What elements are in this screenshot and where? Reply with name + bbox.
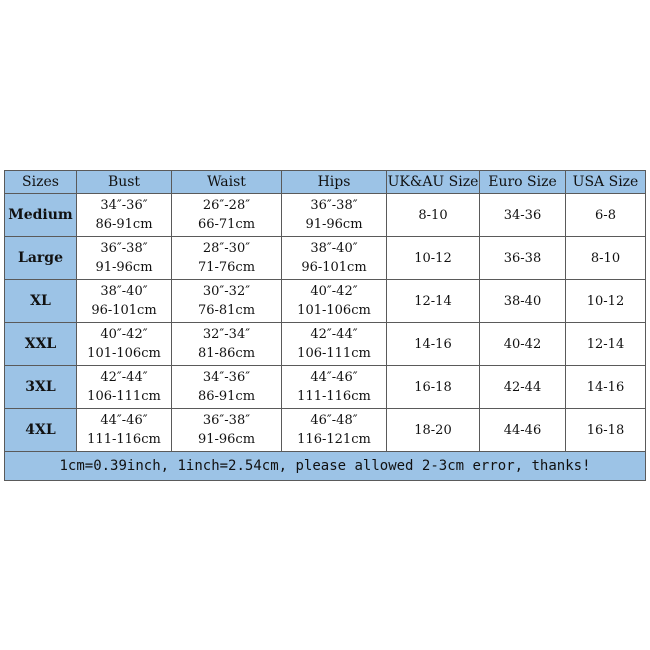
hips-cell xyxy=(282,194,387,237)
table-row xyxy=(5,237,646,280)
size-name-cell: Large xyxy=(5,237,77,280)
hips-inches: 44″-46″ xyxy=(310,370,358,385)
waist-inches: 28″-30″ xyxy=(202,241,251,256)
table-row xyxy=(5,323,646,366)
waist-cm: 86-91cm xyxy=(197,389,256,404)
waist-cell xyxy=(172,280,282,323)
hips-inches: 46″-48″ xyxy=(310,413,358,428)
hips-inches: 38″-40″ xyxy=(310,241,358,256)
size-chart-table xyxy=(4,170,646,481)
waist-cell xyxy=(172,323,282,366)
uk-au-size-cell: 8-10 xyxy=(387,194,480,237)
bust-cell xyxy=(77,323,172,366)
euro-size-cell: 34-36 xyxy=(480,194,566,237)
bust-inches: 34″-36″ xyxy=(100,198,148,213)
waist-cell xyxy=(172,194,282,237)
waist-cm: 81-86cm xyxy=(197,346,256,361)
table-row xyxy=(5,366,646,409)
bust-cm: 106-111cm xyxy=(87,389,161,404)
uk-au-size-cell: 16-18 xyxy=(387,366,480,409)
hips-inches: 42″-44″ xyxy=(310,327,358,342)
waist-cell xyxy=(172,237,282,280)
header-uk-au-size: UK&AU Size xyxy=(387,171,480,194)
euro-size-cell: 40-42 xyxy=(480,323,566,366)
hips-inches: 40″-42″ xyxy=(310,284,358,299)
hips-cm: 116-121cm xyxy=(297,432,371,447)
uk-au-size-cell: 10-12 xyxy=(387,237,480,280)
hips-cell xyxy=(282,323,387,366)
bust-inches: 36″-38″ xyxy=(100,241,148,256)
size-name-cell: 4XL xyxy=(5,409,77,452)
euro-size-cell: 42-44 xyxy=(480,366,566,409)
size-name-cell: XL xyxy=(5,280,77,323)
bust-cm: 86-91cm xyxy=(95,217,153,232)
hips-cell xyxy=(282,409,387,452)
bust-cm: 96-101cm xyxy=(91,303,157,318)
waist-cm: 71-76cm xyxy=(197,260,256,275)
usa-size-cell: 8-10 xyxy=(566,237,646,280)
hips-inches: 36″-38″ xyxy=(310,198,358,213)
footer-note: 1cm=0.39inch, 1inch=2.54cm, please allowed 2-3cm error, thanks! xyxy=(5,452,646,481)
hips-cell xyxy=(282,280,387,323)
waist-inches: 26″-28″ xyxy=(202,198,251,213)
hips-cm: 91-96cm xyxy=(305,217,363,232)
usa-size-cell: 12-14 xyxy=(566,323,646,366)
bust-cell xyxy=(77,237,172,280)
uk-au-size-cell: 12-14 xyxy=(387,280,480,323)
waist-cell xyxy=(172,409,282,452)
hips-cell xyxy=(282,366,387,409)
usa-size-cell: 16-18 xyxy=(566,409,646,452)
waist-inches: 36″-38″ xyxy=(202,413,251,428)
euro-size-cell: 44-46 xyxy=(480,409,566,452)
hips-cell xyxy=(282,237,387,280)
uk-au-size-cell: 18-20 xyxy=(387,409,480,452)
table-row xyxy=(5,409,646,452)
waist-cm: 66-71cm xyxy=(197,217,256,232)
uk-au-size-cell: 14-16 xyxy=(387,323,480,366)
hips-cm: 111-116cm xyxy=(297,389,371,404)
header-usa-size: USA Size xyxy=(566,171,646,194)
usa-size-cell: 10-12 xyxy=(566,280,646,323)
waist-inches: 34″-36″ xyxy=(202,370,251,385)
bust-inches: 38″-40″ xyxy=(100,284,148,299)
bust-cell xyxy=(77,280,172,323)
usa-size-cell: 6-8 xyxy=(566,194,646,237)
header-bust: Bust xyxy=(77,171,172,194)
bust-cm: 91-96cm xyxy=(95,260,153,275)
size-name-cell: XXL xyxy=(5,323,77,366)
bust-cm: 111-116cm xyxy=(87,432,161,447)
size-name-cell: Medium xyxy=(5,194,77,237)
usa-size-cell: 14-16 xyxy=(566,366,646,409)
header-row xyxy=(5,171,646,194)
bust-inches: 42″-44″ xyxy=(100,370,148,385)
footer-row xyxy=(5,452,646,481)
waist-cm: 76-81cm xyxy=(197,303,256,318)
euro-size-cell: 36-38 xyxy=(480,237,566,280)
header-waist: Waist xyxy=(172,171,282,194)
header-hips: Hips xyxy=(282,171,387,194)
bust-cell xyxy=(77,194,172,237)
euro-size-cell: 38-40 xyxy=(480,280,566,323)
header-sizes: Sizes xyxy=(5,171,77,194)
hips-cm: 106-111cm xyxy=(297,346,371,361)
waist-inches: 32″-34″ xyxy=(202,327,251,342)
bust-cell xyxy=(77,366,172,409)
waist-inches: 30″-32″ xyxy=(202,284,251,299)
waist-cell xyxy=(172,366,282,409)
bust-inches: 44″-46″ xyxy=(100,413,148,428)
bust-cell xyxy=(77,409,172,452)
waist-cm: 91-96cm xyxy=(197,432,256,447)
bust-inches: 40″-42″ xyxy=(100,327,148,342)
table-row xyxy=(5,280,646,323)
bust-cm: 101-106cm xyxy=(87,346,161,361)
table-row xyxy=(5,194,646,237)
header-euro-size: Euro Size xyxy=(480,171,566,194)
hips-cm: 96-101cm xyxy=(301,260,367,275)
size-name-cell: 3XL xyxy=(5,366,77,409)
hips-cm: 101-106cm xyxy=(297,303,371,318)
